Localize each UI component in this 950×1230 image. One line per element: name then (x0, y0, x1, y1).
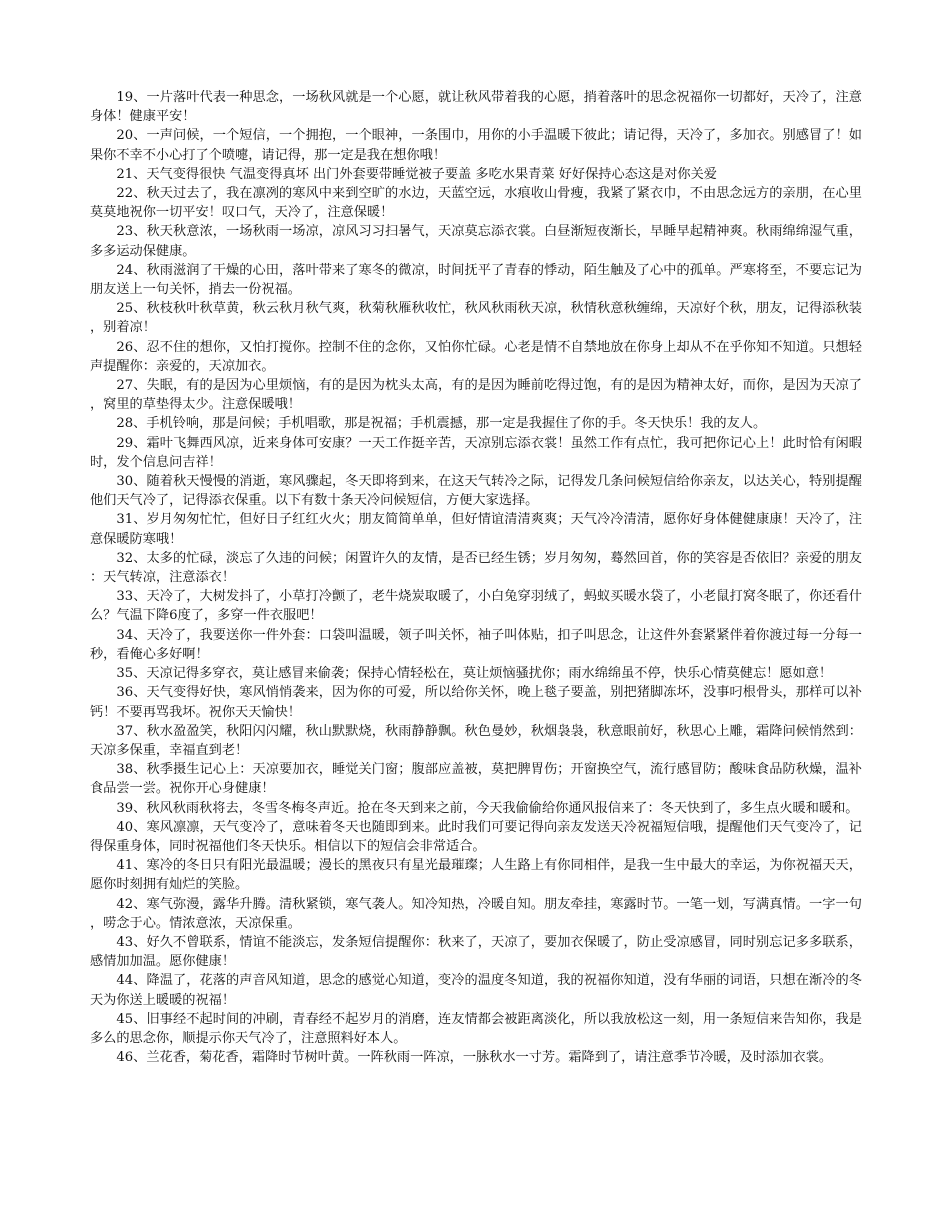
paragraph-39: 39、秋风秋雨秋将去，冬雪冬梅冬声近。抢在冬天到来之前，今天我偷偷给你通风报信来了：冬天快到了，多生点火暖和暖和。 (116, 800, 859, 816)
paragraph-31: 31、岁月匆匆忙忙，但好日子红红火火；朋友简简单单，但好情谊清清爽爽；天气冷冷清清，愿你好身体健健康康！天冷了，注意保暖防寒哦！ (90, 512, 862, 547)
paragraph-33: 33、天冷了，大树发抖了，小草打冷颤了，老牛烧炭取暖了，小白兔穿羽绒了，蚂蚁买暖水袋了，小老鼠打窝冬眠了，你还看什么？气温下降6度了，多穿一件衣服吧！ (90, 589, 862, 624)
paragraph-24: 24、秋雨滋润了干燥的心田，落叶带来了寒冬的微凉，时间抚平了青春的悸动，陌生触及了心中的孤单。严寒将至，不要忘记为朋友送上一句关怀，捎去一份祝福。 (90, 262, 862, 298)
paragraph-45: 45、旧事经不起时间的冲刷，青春经不起岁月的消磨，连友情都会被距离淡化，所以我放松这一刻，用一条短信来告知你，我是多么的思念你，顺提示你天气冷了，注意照料好本人。 (90, 1011, 862, 1046)
paragraph-42: 42、寒气弥漫，露华升腾。清秋紧锁，寒气袭人。知冷知热，冷暖自知。朋友牵挂，寒露时节。一笔一划，写满真情。一字一句，唠念于心。情浓意浓，天凉保重。 (90, 896, 862, 931)
paragraph-35: 35、天凉记得多穿衣，莫让感冒来偷袭；保持心情轻松在，莫让烦恼骚扰你；雨水绵绵虽不停，快乐心情莫健忘！愿如意！ (116, 666, 833, 682)
paragraph-34: 34、天冷了，我要送你一件外套：口袋叫温暖，领子叫关怀，袖子叫体贴，扣子叫思念，让这件外套紧紧伴着你渡过每一分每一秒，看俺心多好啊！ (90, 627, 862, 662)
paragraph-32: 32、太多的忙碌，淡忘了久违的问候；闲置许久的友情，是否已经生锈；岁月匆匆，蓦然回首，你的笑容是否依旧？亲爱的朋友：天气转凉，注意添衣！ (90, 550, 862, 586)
paragraph-46: 46、兰花香，菊花香，霜降时节树叶黄。一阵秋雨一阵凉，一脉秋水一寸芳。霜降到了，请注意季节冷暖，及时添加衣裳。 (116, 1050, 833, 1066)
document-body (90, 88, 862, 1067)
paragraph-21: 21、天气变得很快 气温变得真坏 出门外套要带睡觉被子要盖 多吃水果青菜 好好保持心态这是对你关爱 (116, 166, 717, 182)
paragraph-36: 36、天气变得好快，寒风悄悄袭来，因为你的可爱，所以给你关怀，晚上毯子要盖，别把猪脚冻坏，没事叼根骨头，那样可以补钙！不要再骂我坏。祝你天天愉快！ (90, 685, 862, 720)
paragraph-19: 19、一片落叶代表一种思念，一场秋风就是一个心愿，就让秋风带着我的心愿，捎着落叶的思念祝福你一切都好，天冷了，注意身体！健康平安！ (90, 90, 862, 125)
paragraph-43: 43、好久不曾联系，情谊不能淡忘，发条短信提醒你：秋来了，天凉了，要加衣保暖了，防止受凉感冒，同时别忘记多多联系，感情加加温。愿你健康！ (90, 934, 862, 970)
paragraph-27: 27、失眠，有的是因为心里烦恼，有的是因为枕头太高，有的是因为睡前吃得过饱，有的是因为精神太好，而你，是因为天凉了，窝里的草垫得太少。注意保暖哦！ (90, 378, 862, 413)
paragraph-23: 23、秋天秋意浓，一场秋雨一场凉，凉风习习扫暑气，天凉莫忘添衣裳。白昼渐短夜渐长，早睡早起精神爽。秋雨绵绵湿气重，多多运动保健康。 (90, 224, 862, 259)
paragraph-30: 30、随着秋天慢慢的消逝，寒风骤起，冬天即将到来，在这天气转冷之际，记得发几条问候短信给你亲友，以达关心，特别提醒他们天气冷了，记得添衣保重。以下有数十条天冷问候短信，方便大家选择。 (90, 474, 862, 509)
paragraph-26: 26、忍不住的想你，又怕打搅你。控制不住的念你，又怕你忙碌。心老是情不自禁地放在你身上却从不在乎你知不知道。只想轻声提醒你：亲爱的，天凉加衣。 (90, 339, 862, 374)
paragraph-22: 22、秋天过去了，我在凛冽的寒风中来到空旷的水边，天蓝空远，水痕收山骨瘦，我紧了紧衣巾，不由思念远方的亲朋，在心里莫莫地祝你一切平安！叹口气，天冷了，注意保暖！ (90, 186, 862, 221)
paragraph-25: 25、秋枝秋叶秋草黄，秋云秋月秋气爽，秋菊秋雁秋收忙，秋风秋雨秋天凉，秋情秋意秋缠绵，天凉好个秋，朋友，记得添秋装，别着凉！ (90, 301, 862, 336)
paragraph-20: 20、一声问候，一个短信，一个拥抱，一个眼神，一条围巾，用你的小手温暖下彼此；请记得，天冷了，多加衣。别感冒了！如果你不幸不小心打了个喷嚏，请记得，那一定是我在想你哦！ (90, 128, 862, 163)
paragraph-28: 28、手机铃响，那是问候；手机唱歌，那是祝福；手机震撼，那一定是我握住了你的手。冬天快乐！我的友人。 (116, 416, 767, 432)
paragraph-29: 29、霜叶飞舞西风凉，近来身体可安康？一天工作挺辛苦，天凉别忘添衣裳！虽然工作有点忙，我可把你记心上！此时恰有闲暇时，发个信息问吉祥！ (90, 435, 862, 470)
paragraph-40: 40、寒风凛凛，天气变冷了，意味着冬天也随即到来。此时我们可要记得向亲友发送天冷祝福短信哦，提醒他们天气变冷了，记得保重身体，同时祝福他们冬天快乐。相信以下的短信会非常适合。 (90, 819, 862, 854)
paragraph-37: 37、秋水盈盈笑，秋阳闪闪耀，秋山默默烧，秋雨静静飘。秋色曼妙，秋烟袅袅，秋意眼前好，秋思心上雕，霜降问候悄然到：天凉多保重，幸福直到老！ (90, 723, 862, 758)
paragraph-44: 44、降温了，花落的声音风知道，思念的感觉心知道，变冷的温度冬知道，我的祝福你知道，没有华丽的词语，只想在渐冷的冬天为你送上暖暖的祝福！ (90, 973, 862, 1008)
paragraph-41: 41、寒冷的冬日只有阳光最温暖；漫长的黑夜只有星光最璀璨；人生路上有你同相伴，是我一生中最大的幸运，为你祝福天天，愿你时刻拥有灿烂的笑脸。 (90, 858, 862, 893)
paragraph-38: 38、秋季摄生记心上：天凉要加衣，睡觉关门窗；腹部应盖被，莫把脾胃伤；开窗换空气，流行感冒防；酸味食品防秋燥，温补食品尝一尝。祝你开心身健康！ (90, 762, 862, 797)
